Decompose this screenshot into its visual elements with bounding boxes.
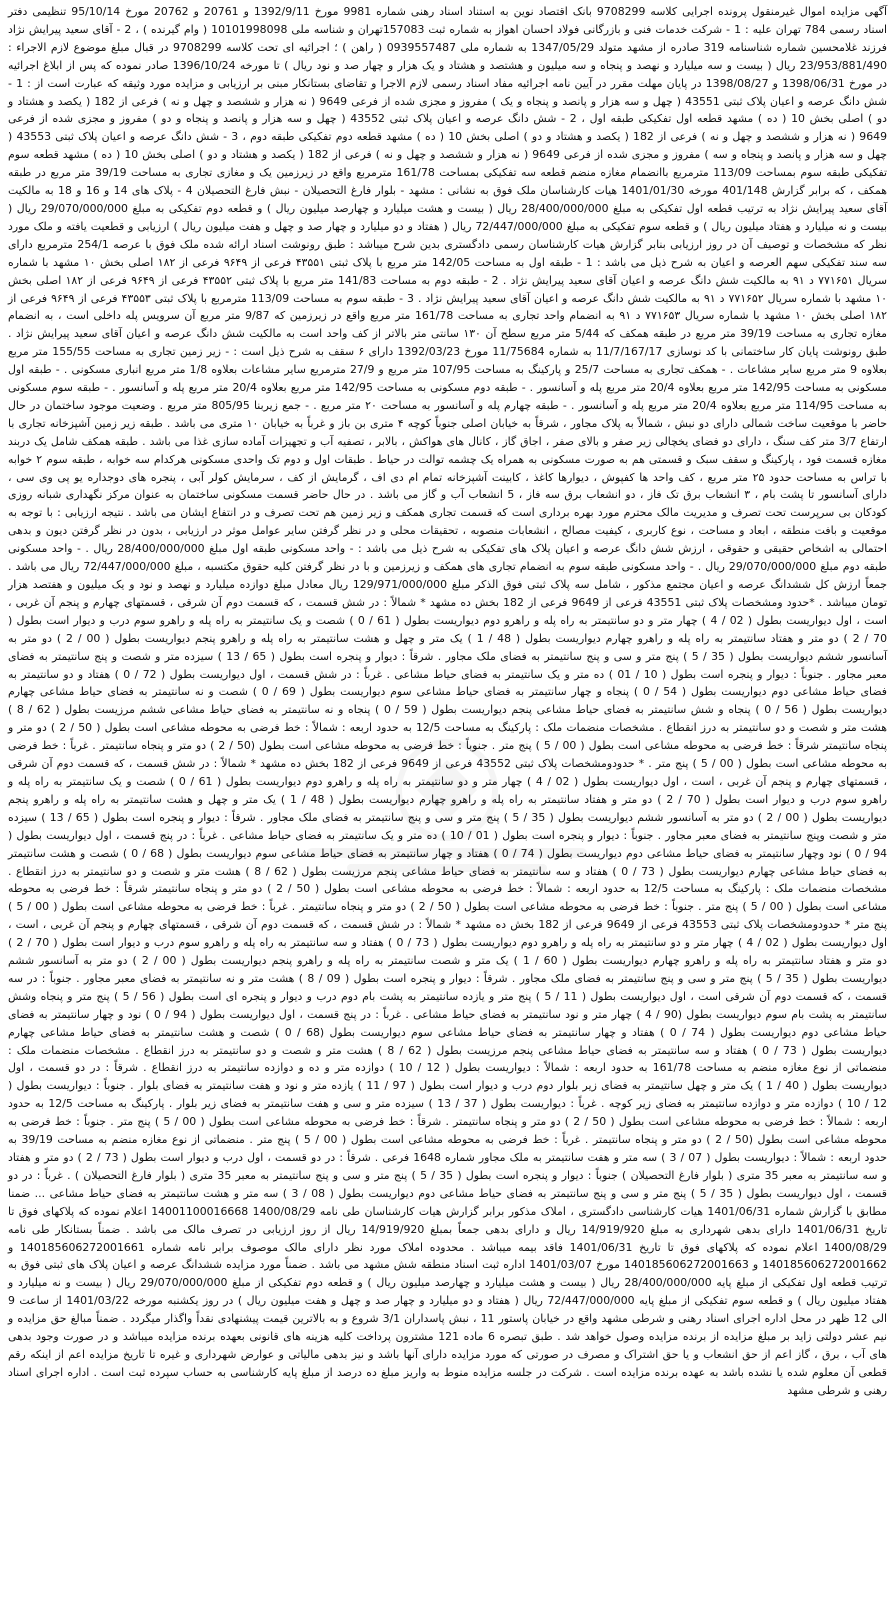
auction-notice-text: آگهی مزایده اموال غیرمنقول پرونده اجرایی کلاسه 9708299 بانک اقتصاد نوین به استناد اسناد رهنی شماره 9981 مورخ 1392/9/11 و 20761 و 20762 مورخ 95/10/14 تنظیمی دفتر اسناد رسمی 784 تهران علیه : 1 - شرکت خدمات فنی و بازرگانی فولاد احسان اهواز به شماره ثبت 157083تهران و شناسه ملی 10101998098 ( وام گیرنده ) ، 2 - آقای سعید پیرایش نژاد فرزند غلامحسین شماره شناسنامه 319 صادره از مشهد متولد 1347/05/29 به شماره ملی 0939557487 ( راهن ) ؛ اجرائیه ای تحت کلاسه 9708299 در قبال مبلغ موضوع لازم الاجراء : 23/953/881/490 ریال ( بیست و سه میلیارد و نهصد و پنجاه و سه میلیون و هشتصد و هشتاد و یک هزار و چهار صد و نود ریال ) تا مورخه 1396/10/24 صادر نموده که پس از ابلاغ اجرائیه در مورخ 1398/06/31 و 1398/08/27 در پایان مهلت مقرر در آیین نامه اجرائیه مفاد اسناد رسمی لازم الاجرا و تقاضای بستانکار مبنی بر ارزیابی و مزایده مورد وثیقه که عبارت است از : 1 - شش دانگ عرصه و اعیان پلاک ثبتی 43551 ( چهل و سه هزار و پانصد و پنجاه و یک ) مفروز و مجزی شده از فرعی 9649 ( نه هزار و ششصد و چهل و نه ) فرعی از 182 ( یکصد و هشتاد و دو ) اصلی بخش 10 ( ده ) مشهد قطعه اول تفکیکی طبقه اول ، 2 - شش دانگ عرصه و اعیان پلاک ثبتی 43552 ( چهل و سه هزار و پانصد و پنجاه و دو ) مفروز و مجزی شده از فرعی 9649 ( نه هزار و ششصد و چهل و نه ) فرعی از 182 ( یکصد و هشتاد و دو ) اصلی بخش 10 ( ده ) مشهد قطعه دوم تفکیکی طبقه دوم ، 3 - شش دانگ عرصه و اعیان پلاک ثبتی 43553 ( چهل و سه هزار و پانصد و پنجاه و سه ) مفروز و مجزی شده از فرعی 9649 ( نه هزار و ششصد و چهل و نه ) فرعی از 182 ( یکصد و هشتاد و دو ) اصلی بخش 10 ( ده ) مشهد قطعه سوم تفکیکی طبقه سوم بمساحت 113/09 مترمربع باانضمام مغازه منضم قطعه سه تفکیکی بمساحت 161/78 مترمربع واقع در زیرزمین یک و مغازی تجاری به مساحت 39/19 متر مربع در طبقه همکف ، که برابر گزارش 401/148 مورخه 1401/01/30 هیات کارشناسان ملک فوق به نشانی : مشهد - بلوار فارغ التحصیلان - نبش فارغ التحصیلان 4 - پلاک های 14 و 16 و 18 به مالکیت آقای سعید پیرایش نژاد به ترتیب قطعه اول تفکیکی به مبلغ 28/400/000/000 ریال ( بیست و هشت میلیارد و چهارصد میلیون ریال ) و قطعه دوم تفکیکی به مبلغ 29/070/000/000 ریال ( بیست و نه میلیارد و هفتاد میلیون ریال ) و قطعه سوم تفکیکی به مبلغ 72/447/000/000 ریال ( هفتاد و دو میلیارد و چهار صد و چهل و هفت میلیون ریال ) ارزیابی و قطعیت یافته و ملک مورد نظر که مشخصات و توصیف آن در روز ارزیابی بنابر گزارش هیات کارشناسان رسمی دادگستری بدین شرح میباشد : طبق رونوشت اسناد ارائه شده ملک فوق با عرصه 254/1 مترمربع دارای سه سند تفکیکی سهم العرصه و اعیان به شرح ذیل می باشد : 1 - طبقه اول به مساحت 142/05 متر مربع با پلاک ثبتی ۴۳۵۵۱ فرعی از ۹۶۴۹ فرعی از ۱۸۲ اصلی بخش ۱۰ مشهد با شماره سریال ۷۷۱۶۵۱ د ۹۱ به مالکیت شش دانگ عرصه و اعیان آقای سعید پیرایش نژاد . 2 - طبقه دوم به مساحت 141/83 متر مربع با پلاک ثبتی ۴۳۵۵۲ فرعی از ۹۶۴۹ فرعی از ۱۸۲ اصلی بخش ۱۰ مشهد با شماره سریال ۷۷۱۶۵۲ د ۹۱ به مالکیت شش دانگ عرصه و اعیان آقای سعید پیرایش نژاد . 3 - طبقه سوم به مساحت 113/09 مترمربع با پلاک ثبتی ۴۳۵۵۳ فرعی از ۹۶۴۹ فرعی از ۱۸۲ اصلی بخش ۱۰ مشهد با شماره سریال ۷۷۱۶۵۳ د ۹۱ به انضمام واحد تجاری به مساحت 161/78 متر مربع واقع در زیرزمین که 9/87 متر مربع آن سرویس پله داخلی است ، به انضمام مغازه تجاری به مساحت 39/19 متر مربع در طبقه همکف که 5/44 متر مربع سطح آن ۱۳۰ سانتی متر بالاتر از کف واحد است به مالکیت شش دانگ عرصه و اعیان آقای سعید پیرایش نژاد . طبق رونوشت پایان کار ساختمانی با کد نوسازی 11/7/167/17 به شماره 11/75684 مورخ 1392/03/23 دارای ۶ سقف به شرح ذیل است : - زیر زمین تجاری به مساحت 155/55 متر مربع بعلاوه 9 متر مربع سایر مشاعات . - همکف تجاری به مساحت 25/7 و پارکینگ به مساحت 107/95 متر مربع و 27/9 مترمربع سایر مشاعات بعلاوه 1/8 متر مربع انباری مسکونی . - طبقه اول مسکونی به مساحت 142/95 متر مربع بعلاوه 20/4 متر مربع پله و آسانسور . - طبقه دوم مسکونی به مساحت 142/95 متر مربع بعلاوه 20/4 متر مربع پله و آسانسور . - طبقه سوم مسکونی به مساحت 114/95 متر مربع بعلاوه 20/4 متر مربع پله و آسانسور . - طبقه چهارم پله و آسانسور به مساحت ۲۰ متر مربع . - جمع زیربنا 805/95 متر مربع . وضعیت موجود ساختمان در حال حاضر با موقعیت ساخت شمالی دارای دو نبش ، شمالاً به پلاک مجاور ، شرقاً به خیابان اصلی جنوباً کوچه ۴ متری بن باز و غرباً به خیابان ۱۰ متری می باشد . طبقه زیر زمین آشپزخانه تجاری با ارتفاع 3/7 متر کف سنگ ، دارای دو فضای یخچالی زیر صفر و بالای صفر ، اجاق گاز ، کانال های هواکش ، بالابر ، تصفیه آب و تجهیزات آماده سازی غذا می باشد . طبقه همکف شامل یک دربند مغازه قسمت فود ، پارکینگ و سقف سبک و قسمتی هم به صورت مسکونی به همراه یک چشمه توالت در حیاط . طبقات اول و دوم تک واحدی مسکونی هرکدام سه خوابه ، طبقه سوم ۲ خوابه با تراس به مساحت حدود ۲۵ متر مربع ، کف واحد ها کفپوش ، دیوارها کاغذ ، کابینت آشپزخانه تمام ام دی اف ، گرمایش از کف ، سرمایش کولر آبی ، پنجره های دوجداره یو پی وی سی ، دارای آسانسور تا پشت بام ، ۳ انشعاب برق تک فاز ، دو انشعاب برق سه فاز ، 5 انشعاب آب و گاز می باشد . در حال حاضر قسمت مسکونی ساختمان به عنوان مرکز نگهداری شبانه روزی کودکان بی سرپرست تحت تصرف و مدیریت مالک محترم مورد بهره برداری است که قسمت تجاری همکف و زیر زمین هم تحت تصرف و در انتفاع ایشان می باشد . نتیجه ارزیابی : با توجه به موقعیت و بافت منطقه ، ابعاد و مساحت ، نوع کاربری ، کیفیت مصالح ، انشعابات منصوبه ، تحقیقات محلی و در نظر گرفتن سایر عوامل موثر در ارزیابی ، بدون در نظر گرفتن دیون و بدهی احتمالی به اشخاص حقیقی و حقوقی ، ارزش شش دانگ عرصه و اعیان پلاک های تفکیکی به شرح ذیل می باشد : - واحد مسکونی طبقه اول مبلغ 28/400/000/000 ریال . - واحد مسکونی طبقه دوم مبلغ 29/070/000/000 ریال . - واحد مسکونی طبقه سوم به انضمام تجاری های همکف و زیرزمین و با در نظر گرفتن کلیه حقوق مکتسبه ، مبلغ 72/447/000/000 ریال می باشد . جمعاً ارزش کل ششدانگ عرصه و اعیان مجتمع مذکور ، شامل سه پلاک ثبتی فوق الذکر مبلغ 129/971/000/000 ریال معادل مبلغ دوازده میلیارد و نهصد و نود و یک میلیون و هفتصد هزار تومان میباشد . *حدود ومشخصات پلاک ثبتی 43551 فرعی از 9649 فرعی از 182 بخش ده مشهد * شمالاً : در شش قسمت ، که قسمت دوم آن شرقی ، قسمتهای چهارم و پنجم آن غربی ، است ، اول دیواریست بطول ( 02 / 4 ) چهار متر و دو سانتیمتر به راه پله و راهرو دوم دیواریست بطول ( 61 / 0 ) شصت و یک سانتیمتر به راه پله و راهرو سوم درب و دیوار است بطول ( 70 / 2 ) دو متر و هفتاد سانتیمتر به راه پله و راهرو چهارم دیواریست بطول ( 48 / 1 ) یک متر و چهل و هشت سانتیمتر به راه پله و راهرو پنجم دیواریست بطول ( 00 / 2 ) دو متر به آسانسور ششم دیواریست بطول ( 35 / 5 ) پنج متر و سی و پنج سانتیمتر به فضای ملک مجاور . شرقاً : دیوار و پنجره است بطول ( 65 / 13 ) سیزده متر و شصت و پنج سانتیمتر به فضای معبر مجاور . جنوباً : دیوار و پنجره است بطول ( 10 / 01 ) ده متر و یک سانتیمتر به فضای حیاط مشاعی . غرباً : در شش قسمت ، اول دیواریست بطول ( 72 / 0 ) هفتاد و دو سانتیمتر به فضای حیاط مشاعی دوم دیواریست بطول ( 54 / 0 ) پنجاه و چهار سانتیمتر به فضای حیاط مشاعی سوم دیواریست بطول ( 69 / 0 ) شصت و نه سانتیمتر به فضای حیاط مشاعی چهارم دیواریست بطول ( 56 / 0 ) پنجاه و شش سانتیمتر به فضای حیاط مشاعی پنجم دیواریست بطول ( 59 / 0 ) پنجاه و نه سانتیمتر به فضای حیاط مشاعی ششم مرزیست بطول ( 62 / 8 ) هشت متر و شصت و دو سانتیمتر به درز انقطاع . مشخصات منضمات ملک : پارکینگ به مساحت 12/5 به حدود اربعه : شمالاً : خط فرضی به محوطه مشاعی است بطول ( 50 / 2 ) دو متر و پنجاه سانتیمتر شرقاً : خط فرضی به محوطه مشاعی است بطول ( 00 / 5 ) پنج متر . جنوباً : خط فرضی به محوطه مشاعی است بطول (50 / 2 ) دو متر و پنجاه سانتیمتر . غرباً : خط فرضی به محوطه مشاعی است بطول ( 00 / 5 ) پنج متر . * حدودومشخصات پلاک ثبتی 43552 فرعی از 9649 فرعی از 182 بخش ده مشهد * شمالاً : در شش قسمت ، که قسمت دوم آن شرقی ، قسمتهای چهارم و پنجم آن غربی ، است ، اول دیواریست بطول ( 02 / 4 ) چهار متر و دو سانتیمتر به راه پله و راهرو دوم دیواریست بطول ( 61 / 0 ) شصت و یک سانتیمتر به راه پله و راهرو سوم درب و دیوار است بطول ( 70 / 2 ) دو متر و هفتاد سانتیمتر به راه پله و راهرو چهارم دیواریست بطول ( 48 / 1 ) یک متر و چهل و هشت سانتیمتر به راه پله و راهرو پنجم دیواریست بطول ( 00 / 2 ) دو متر به آسانسور ششم دیواریست بطول ( 35 / 5 ) پنج متر و سی و پنج سانتیمتر به فضای ملک مجاور . شرقاً : دیوار و پنجره است بطول ( 65 / 13 ) سیزده متر و شصت وپنج سانتیمتر به فضای معبر مجاور . جنوباً : دیوار و پنجره است بطول ( 01 / 10 ) ده متر و یک سانتیمتر به فضای حیاط مشاعی . غرباً : در پنج قسمت ، اول دیواریست بطول ( 94 / 0 ) نود وچهار سانتیمتر به فضای حیاط مشاعی دوم دیواریست بطول ( 74 / 0 ) هفتاد و چهار سانتیمتر به فضای حیاط مشاعی سوم دیواریست بطول ( 68 / 0 ) شصت و هشت سانتیمتر به فضای حیاط مشاعی چهارم دیواریست بطول ( 73 / 0 ) هفتاد و سه سانتیمتر به فضای حیاط مشاعی پنجم مرزیست بطول ( 62 / 8 ) هشت متر و شصت و دو سانتیمتر به درز انقطاع . مشخصات منضمات ملک : پارکینگ به مساحت 12/5 به حدود اربعه : شمالاً : خط فرضی به محوطه مشاعی است بطول ( 50 / 2 ) دو متر و پنجاه سانتیمتر شرقاً : خط فرضی به محوطه مشاعی است بطول ( 00 / 5 ) پنج متر . جنوباً : خط فرضی به محوطه مشاعی است بطول ( 50 / 2 ) دو متر و پنجاه سانتیمتر . غرباً : خط فرضی به محوطه مشاعی است بطول ( 00 / 5 ) پنج متر * حدودومشخصات پلاک ثبتی 43553 فرعی از 9649 فرعی از 182 بخش ده مشهد * شمالاً : در شش قسمت ، که قسمت دوم آن شرقی ، قسمتهای چهارم و پنجم آن غربی ، است ، اول دیواریست بطول ( 02 / 4 ) چهار متر و دو سانتیمتر به راه پله و راهرو دوم دیواریست بطول ( 73 / 0 ) هفتاد و سه سانتیمتر به راه پله و راهرو سوم درب و دیوار است بطول ( 70 / 2 ) دو متر و هفتاد سانتیمتر به راه پله و راهرو چهارم دیواریست بطول ( 60 / 1 ) یک متر و شصت سانتیمتر به راه پله و راهرو پنجم دیواریست بطول ( 00 / 2 ) دو متر به آسانسور ششم دیواریست بطول ( 35 / 5 ) پنج متر و سی و پنج سانتیمتر به فضای ملک مجاور . شرقاً : دیوار و پنجره است بطول ( 09 / 8 ) هشت متر و نه سانتیمتر به فضای معبر مجاور . جنوباً : در سه قسمت ، که قسمت دوم آن شرقی است ، اول دیواریست بطول ( 11 / 5 ) پنج متر و یازده سانتیمتر به پشت بام دوم درب و دیوار و پنجره ای است بطول ( 56 / 5 ) پنج متر و پنجاه وشش سانتیمتر به پشت بام سوم دیواریست بطول (90 / 4 ) چهار متر و نود سانتیمتر به فضای حیاط مشاعی . غرباً : در پنج قسمت ، اول دیواریست بطول ( 94 / 0 ) نود و چهار سانتیمتر به فضای حیاط مشاعی دوم دیواریست بطول ( 74 / 0 ) هفتاد و چهار سانتیمتر به فضای حیاط مشاعی سوم دیواریست بطول (68 / 0 ) شصت و هشت سانتیمتر به فضای حیاط مشاعی چهارم دیواریست بطول ( 73 / 0 ) هفتاد و سه سانتیمتر به فضای حیاط مشاعی پنجم مرزیست بطول ( 62 / 8 ) هشت متر و شصت و دو سانتیمتر به درز انقطاع . مشخصات منضمات ملک : منضماتی از نوع مغازه منضم به مساحت 161/78 به حدود اربعه : شمالاً : دیواریست بطول ( 12 / 10 ) دوازده متر و ده و دوازده سانتیمتر به درز انقطاع . شرقاً : در دو قسمت ، اول دیواریست بطول ( 40 / 1 ) یک متر و چهل سانتیمتر به فضای زیر بلوار دوم درب و دیوار است بطول ( 97 / 11 ) یازده متر و نود و هفت سانتیمتر به فضای بلوار . جنوباً : دیواریست بطول ( 12 / 10 ) دوازده متر و دوازده سانتیمتر به فضای زیر کوچه . غرباً : دیواریست بطول ( 37 / 13 ) سیزده متر و سی و هفت سانتیمتر به فضای زیر بلوار . پارکینگ به مساحت 12/5 به حدود اربعه : شمالاً : خط فرضی به محوطه مشاعی است بطول ( 50 / 2 ) دو متر و پنجاه سانتیمتر . شرقاً : خط فرضی به محوطه مشاعی است بطول ( 00 / 5 ) پنج متر . جنوباً : خط فرضی به محوطه مشاعی است بطول (50 / 2 ) دو متر و پنجاه سانتیمتر . غرباً : خط فرضی به محوطه مشاعی است بطول ( 00 / 5 ) پنج متر . منضماتی از نوع مغازه منضم به مساحت 39/19 به حدود اربعه : شمالاً : دیواریست بطول ( 07 / 3 ) سه متر و هفت سانتیمتر به ملک مجاور شماره 1648 فرعی . شرقاً : در دو قسمت ، اول درب و دیوار است بطول ( 73 / 2 ) دو متر و هفتاد و سه سانتیمتر به معبر 35 متری ( بلوار فارغ التحصیلان ) جنوباً : دیوار و پنجره است بطول ( 35 / 5 ) پنج متر و سی و پنج سانتیمتر به معبر 35 متری ( بلوار فارغ التحصیلان ) . غرباً : در دو قسمت ، اول دیواریست بطول ( 35 / 5 ) پنج متر و سی و پنج سانتیمتر به فضای حیاط مشاعی دوم دیواریست بطول ( 08 / 3 ) سه متر و هشت سانتیمتر به فضای حیاط مشاعی ... ضمنا مطابق با گزارش شماره 1401/06/31 هیات کارشناسی دادگستری ، املاک مذکور برابر گزارش هیات کارشناسان طی نامه 1400/08/29 14001100016668 اعلام نموده که پلاکهای فوق تا تاریخ 1401/06/31 دارای بدهی شهرداری به مبلغ 14/919/920 ریال و دارای بدهی جمعاً بمبلغ 14/919/920 ریال از روز ارزیابی در تصرف مالک می باشد . ضمناً بستانکار طی نامه 1400/08/29 اعلام نموده که پلاکهای فوق تا تاریخ 1401/06/31 فاقد بیمه میباشد . محدوده املاک مورد نظر دارای مالک موصوف برابر نامه شماره 140185606272001661 و 140185606272001662 و 140185606272001663 مورخ 1401/03/07 اداره ثبت اسناد منطقه شش مشهد می باشد . ضمناً مورد مزایده ششدانگ عرصه و اعیان پلاک های ثبتی فوق به ترتیب قطعه اول تفکیکی از مبلغ پایه 28/400/000/000 ریال ( بیست و هشت میلیارد و چهارصد میلیون ریال ) و قطعه دوم تفکیکی از مبلغ 29/070/000/000 ریال ( بیست و نه میلیارد و هفتاد میلیون ریال ) و قطعه سوم تفکیکی از مبلغ پایه 72/447/000/000 ریال ( هفتاد و دو میلیارد و چهار صد و چهل و هفت میلیون ریال ) در روز یکشنبه مورخه 1401/03/22 از ساعت 9 الی 12 ظهر در محل اداره اجرای اسناد رهنی و شرطی مشهد واقع در خیابان پاستور 11 ، نبش پاسداران 3/1 شروع و به بالاترین قیمت پیشنهادی نقداً واگذار میگردد . ضمناً مبالغ حق مزایده و نیم عشر دولتی زاید بر مبلغ مزایده از برنده مزایده وصول خواهد شد . طبق تبصره 6 ماده 121 مشترون پرداخت کلیه هزینه های قانونی بعهده برنده مزایده میباشد و در صورت وجود بدهی های آب ، برق ، گاز اعم از حق انشعاب و یا حق اشتراک و مصرف در صورتی که مورد مزایده دارای آنها باشد و نیز بدهی مالیاتی و عوارض شهرداری و غیره تا تاریخ مزایده اعم از اینکه رقم قطعی آن معلوم شده یا نشده باشد به عهده برنده مزایده است . شرکت در جلسه مزایده منوط به واریز مبلغ ده درصد از مبلغ پایه کارشناسی به حساب سپرده ثبت است . اداره اجرای اسناد رهنی و شرطی مشهد	[8, 5, 888, 1397]
